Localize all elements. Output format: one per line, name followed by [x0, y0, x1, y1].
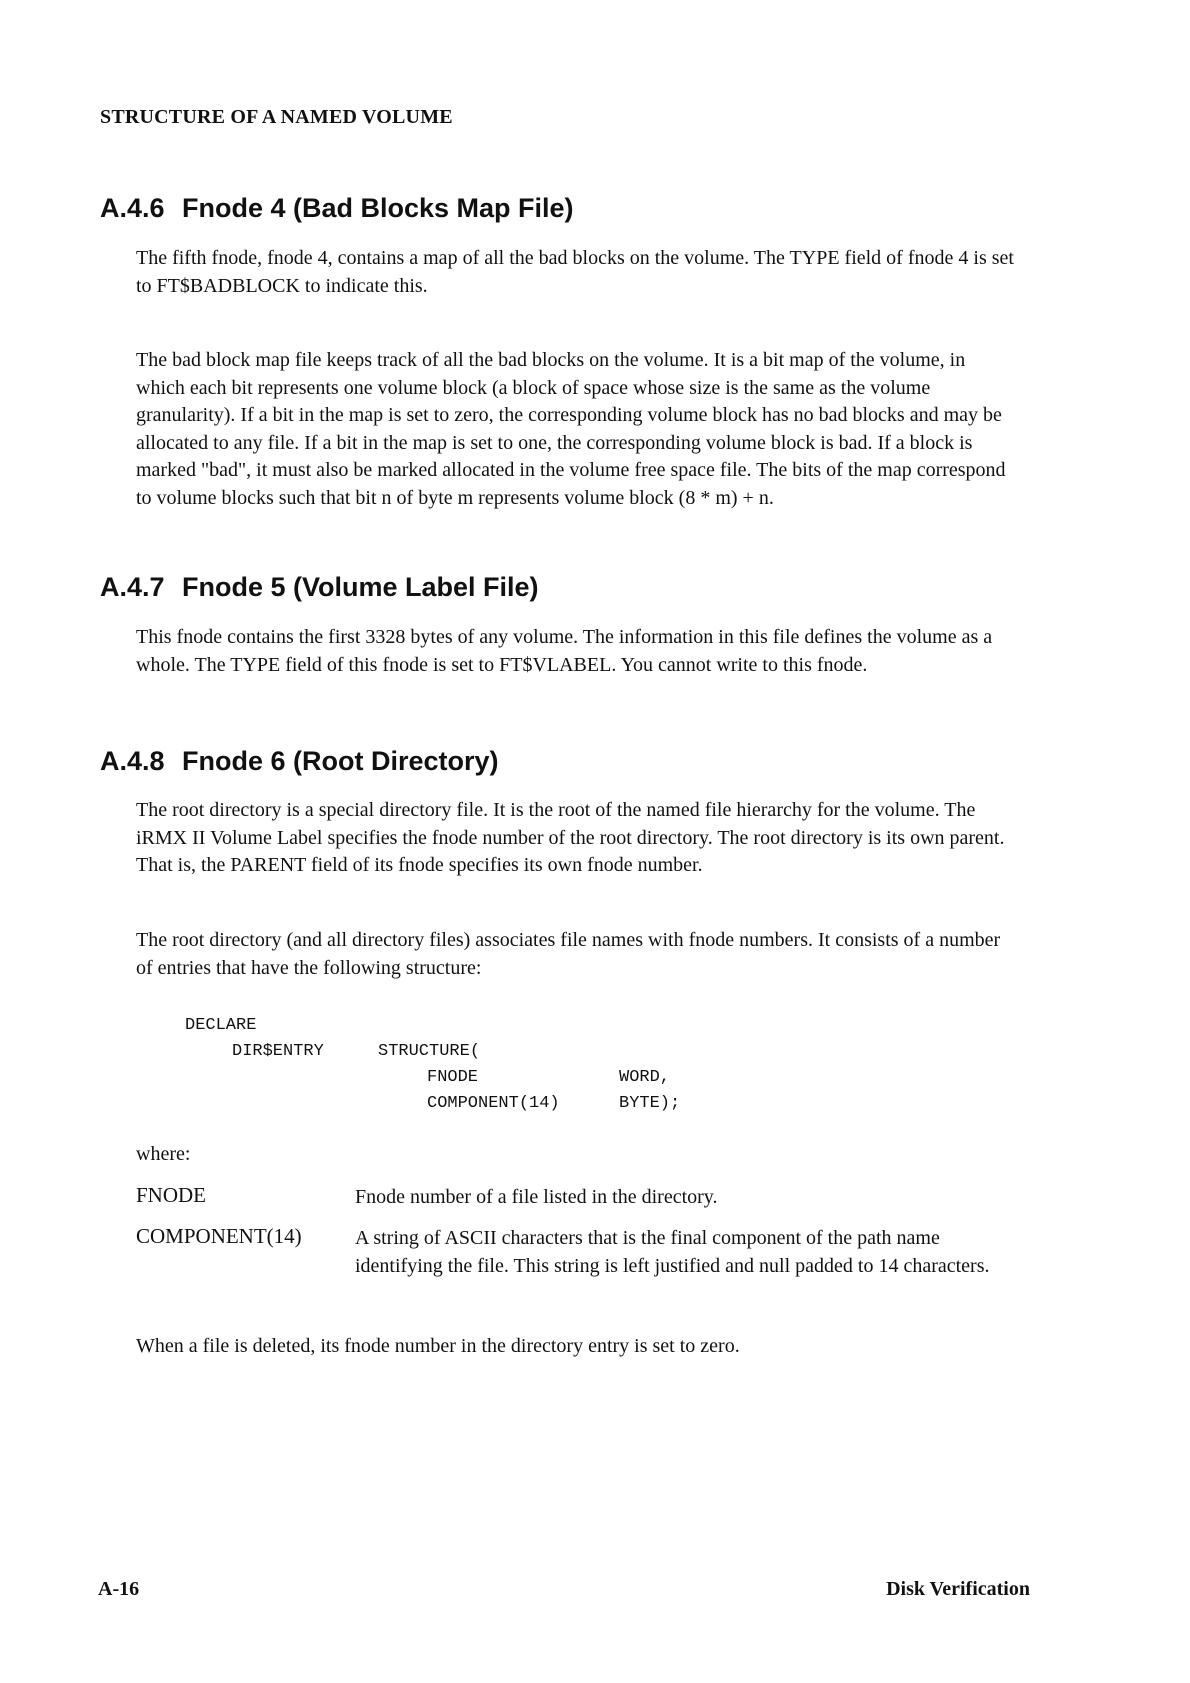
code-structure: STRUCTURE(	[378, 1042, 481, 1061]
where-label: where:	[136, 1143, 191, 1165]
page-number: A-16	[98, 1578, 140, 1600]
section-title: Fnode 4 (Bad Blocks Map File)	[182, 193, 574, 223]
paragraph: The root directory (and all directory files) associates file names with fnode numbers. It consists of a number of entries that have the following structure:	[136, 929, 1001, 979]
section-number: A.4.8	[100, 746, 165, 776]
closing-paragraph: When a file is deleted, its fnode number in the directory entry is set to zero.	[136, 1335, 740, 1357]
definition-term: COMPONENT(14)	[136, 1224, 302, 1248]
paragraph: The root directory is a special directory file. It is the root of the named file hierarchy for the volume. The iRMX II Volume Label specifies the fnode number of the root directory. The root directory is its own parent. That is, the PARENT field of its fnode specifies its own fnode number.	[136, 799, 1005, 876]
section-heading-a46	[100, 193, 574, 224]
section-title: Fnode 6 (Root Directory)	[182, 746, 499, 776]
section-heading-a47	[100, 572, 539, 603]
section-heading-a48	[100, 746, 499, 777]
definition-description: A string of ASCII characters that is the final component of the path name identifying the file. This string is left justified and null padded to 14 characters.	[355, 1227, 990, 1277]
code-declare: DECLARE	[185, 1016, 257, 1035]
code-field-name: COMPONENT(14)	[427, 1094, 560, 1113]
section-number: A.4.7	[100, 572, 165, 602]
section-number: A.4.6	[100, 193, 165, 223]
book-title: Disk Verification	[886, 1578, 1030, 1600]
paragraph: The bad block map file keeps track of all the bad blocks on the volume. It is a bit map of the volume, in which each bit represents one volume block (a block of space whose size is the same as the volume granularity). If a bit in the map is set to zero, the corresponding volume block has no bad blocks and may be allocated to any file. If a bit in the map is set to one, the corresponding volume block is bad. If a block is marked "bad", it must also be marked allocated in the volume free space file. The bits of the map correspond to volume blocks such that bit n of byte m represents volume block (8 * m) + n.	[136, 349, 1006, 509]
definition-term: FNODE	[136, 1183, 207, 1207]
paragraph: The fifth fnode, fnode 4, contains a map of all the bad blocks on the volume. The TYPE field of fnode 4 is set to FT$BADBLOCK to indicate this.	[136, 247, 1014, 297]
paragraph: This fnode contains the first 3328 bytes of any volume. The information in this file defines the volume as a whole. The TYPE field of this fnode is set to FT$VLABEL. You cannot write to this fnode.	[136, 626, 993, 676]
running-header: STRUCTURE OF A NAMED VOLUME	[100, 106, 453, 128]
code-field-name: FNODE	[427, 1068, 479, 1087]
definition-description: Fnode number of a file listed in the directory.	[355, 1186, 718, 1208]
code-entry-name: DIR$ENTRY	[232, 1042, 324, 1061]
code-field-type: BYTE);	[619, 1094, 681, 1113]
section-title: Fnode 5 (Volume Label File)	[182, 572, 539, 602]
code-field-type: WORD,	[619, 1068, 671, 1087]
